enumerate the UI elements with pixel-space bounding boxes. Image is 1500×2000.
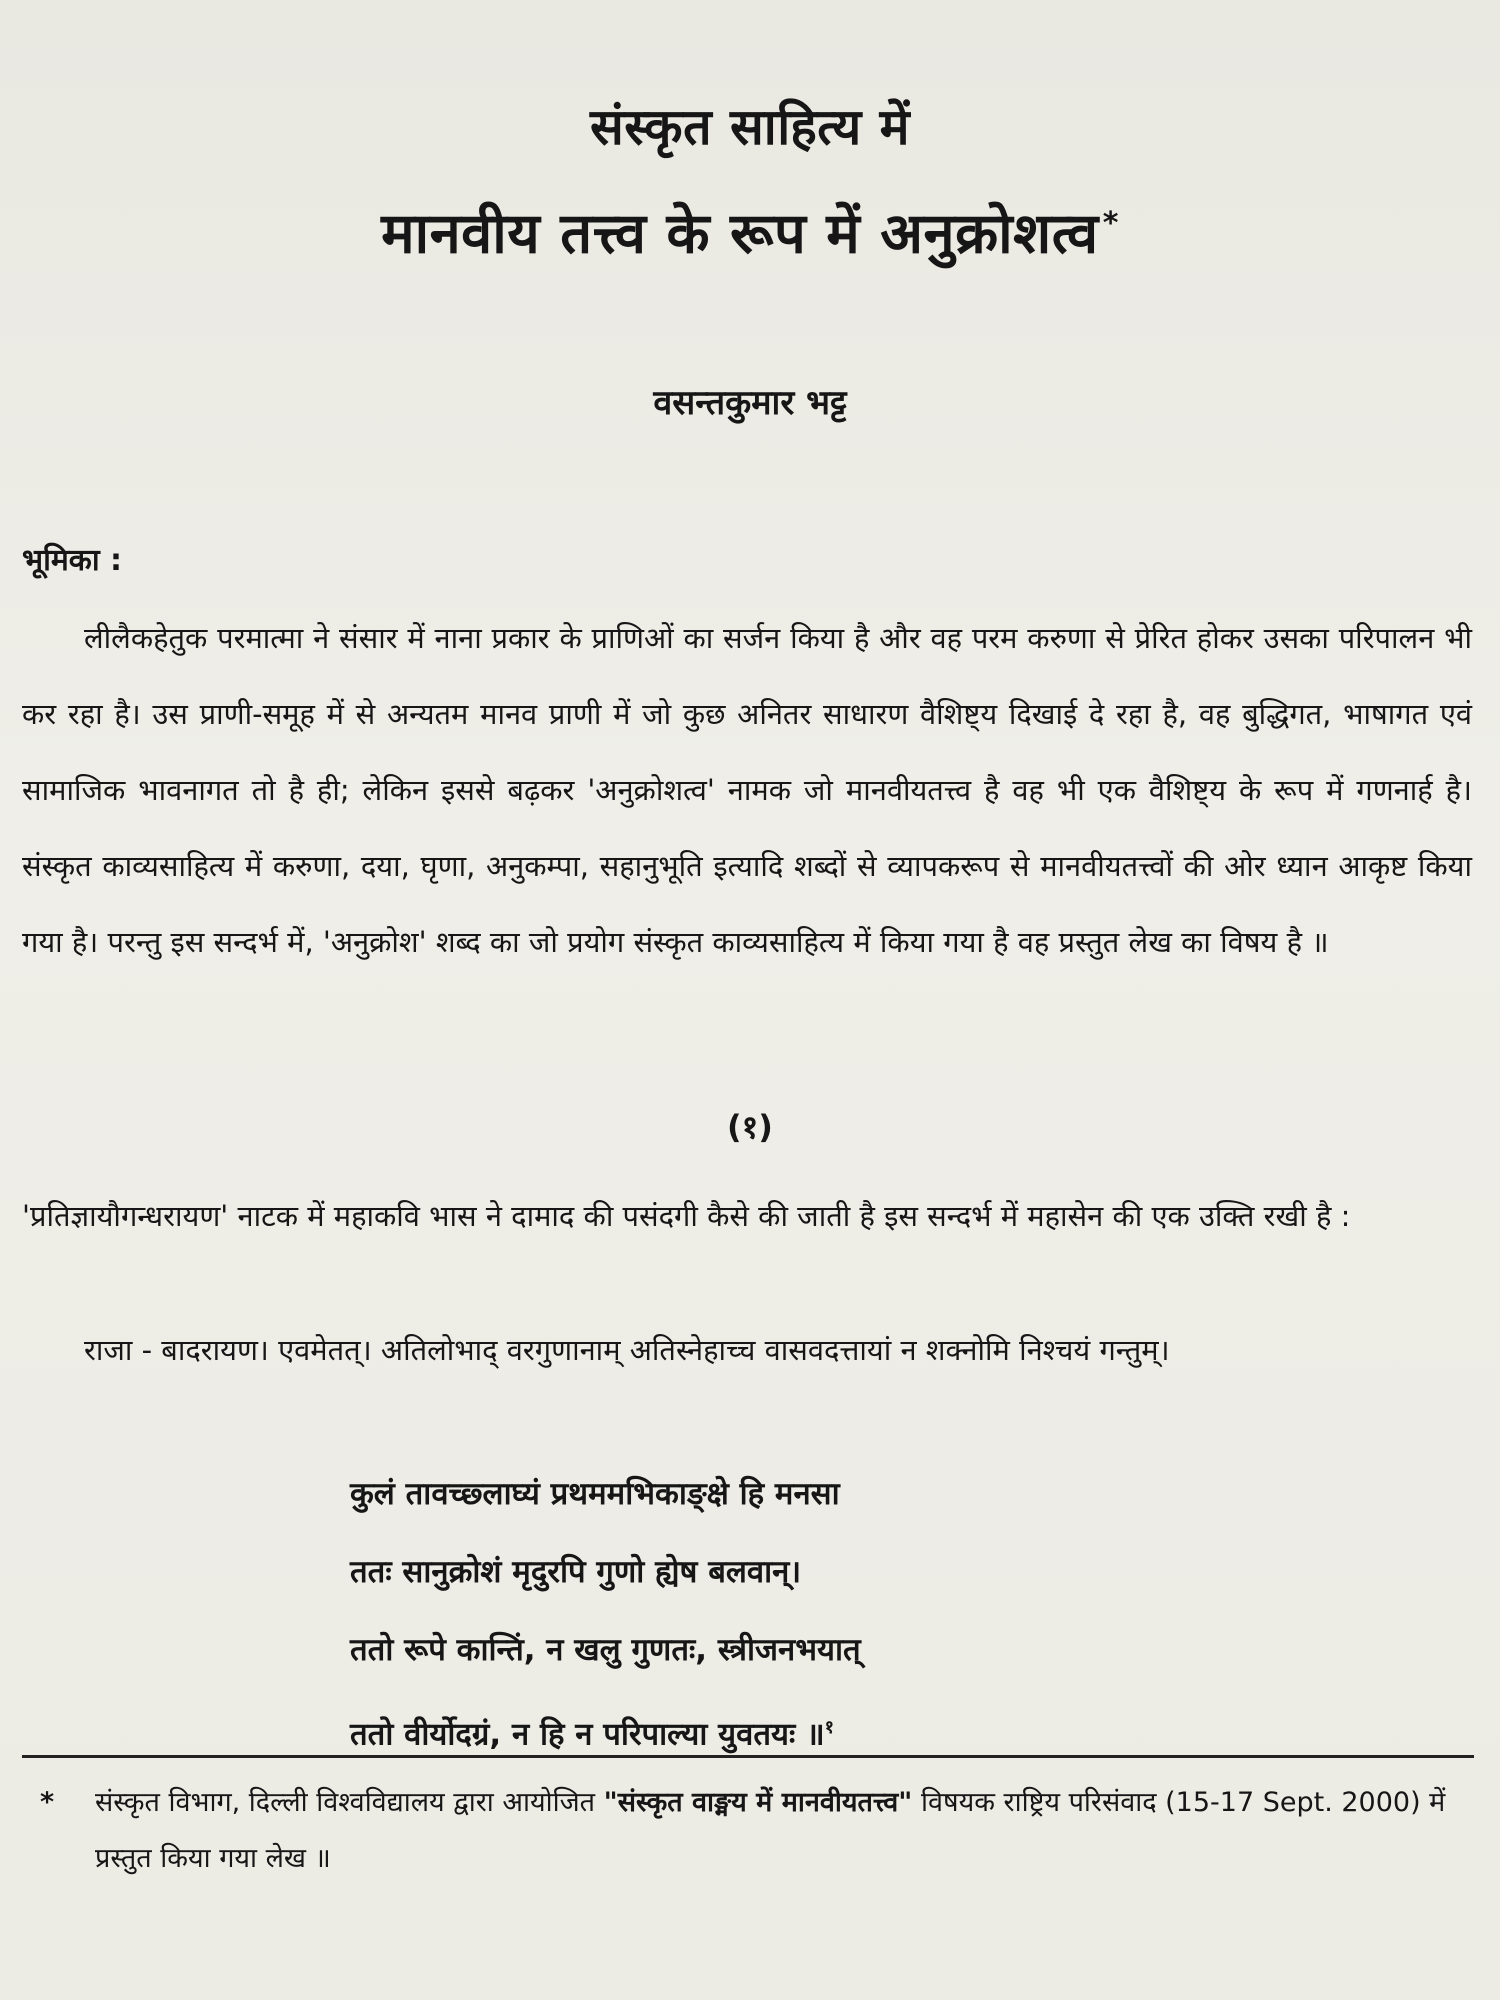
footnote-highlight: "संस्कृत वाङ्मय में मानवीयतत्त्व": [603, 1787, 913, 1818]
title-line-2: [0, 184, 1500, 275]
title-footnote-marker: *: [1102, 206, 1119, 241]
verse-line: ततो रूपे कान्तिं, न खलु गुणतः, स्त्रीजनभयात्: [350, 1632, 861, 1668]
footnote-text-before: संस्कृत विभाग, दिल्ली विश्वविद्यालय द्वारा आयोजित: [95, 1787, 596, 1818]
intro-paragraph: लीलैकहेतुक परमात्मा ने संसार में नाना प्रकार के प्राणिओं का सर्जन किया है और वह परम करुणा से प्रेरित होकर उसका परिपालन भी कर रहा है। उस प्राणी-समूह में से अन्यतम मानव प्राणी में जो कुछ अनितर साधारण वैशिष्ट्य दिखाई दे रहा है, वह बुद्धिगत, भाषागत एवं सामाजिक भावनागत तो है ही; लेकिन इससे बढ़कर 'अनुक्रोशत्व' नामक जो मानवीयतत्त्व है वह भी एक वैशिष्ट्य के रूप में गणनार्ह है। संस्कृत काव्यसाहित्य में करुणा, दया, घृणा, अनुकम्पा, सहानुभूति इत्यादि शब्दों से व्यापकरूप से मानवीयतत्त्वों की ओर ध्यान आकृष्ट किया गया है। परन्तु इस सन्दर्भ में, 'अनुक्रोश' शब्द का जो प्रयोग संस्कृत काव्यसाहित्य में किया गया है वह प्रस्तुत लेख का विषय है ॥: [22, 621, 1472, 959]
verse-line: ततः सानुक्रोशं मृदुरपि गुणो ह्येष बलवान्।: [350, 1554, 802, 1590]
footnote: [40, 1775, 1472, 1887]
title-block: [0, 92, 1500, 275]
paragraph-2: 'प्रतिज्ञायौगन्धरायण' नाटक में महाकवि भास ने दामाद की पसंदगी कैसे की जाती है इस सन्दर्भ में महासेन की एक उक्ति रखी है :: [22, 1199, 1351, 1233]
verse-block: [350, 1455, 861, 1773]
section-number: (१): [727, 1108, 773, 1146]
footnote-text-after: विषयक राष्ट्रिय परिसंवाद (15-17 Sept. 2000) में प्रस्तुत किया गया लेख ॥: [95, 1787, 1446, 1874]
verse-line: कुलं तावच्छ्लाघ्यं प्रथममभिकाङ्क्षे हि मनसा: [350, 1476, 840, 1512]
paragraph-3: राजा - बादरायण। एवमेतत्। अतिलोभाद् वरगुणानाम् अतिस्नेहाच्च वासवदत्तायां न शक्नोमि निश्चयं गन्तुम्।: [84, 1333, 1170, 1367]
verse-line: [350, 1689, 861, 1773]
verse-line-text: ततो वीर्योदग्रं, न हि न परिपाल्या युवतयः ॥: [350, 1716, 825, 1753]
footnote-body: [95, 1775, 1472, 1887]
section-heading: भूमिका :: [22, 543, 123, 578]
title-line-1: संस्कृत साहित्य में: [589, 98, 911, 156]
verse-note-marker: १: [824, 1717, 835, 1738]
footnote-marker: *: [40, 1787, 55, 1818]
title-line-2-text: मानवीय तत्त्व के रूप में अनुक्रोशत्व: [381, 201, 1099, 267]
footnote-divider: [22, 1755, 1474, 1758]
author-name: वसन्तकुमार भट्ट: [653, 383, 847, 423]
